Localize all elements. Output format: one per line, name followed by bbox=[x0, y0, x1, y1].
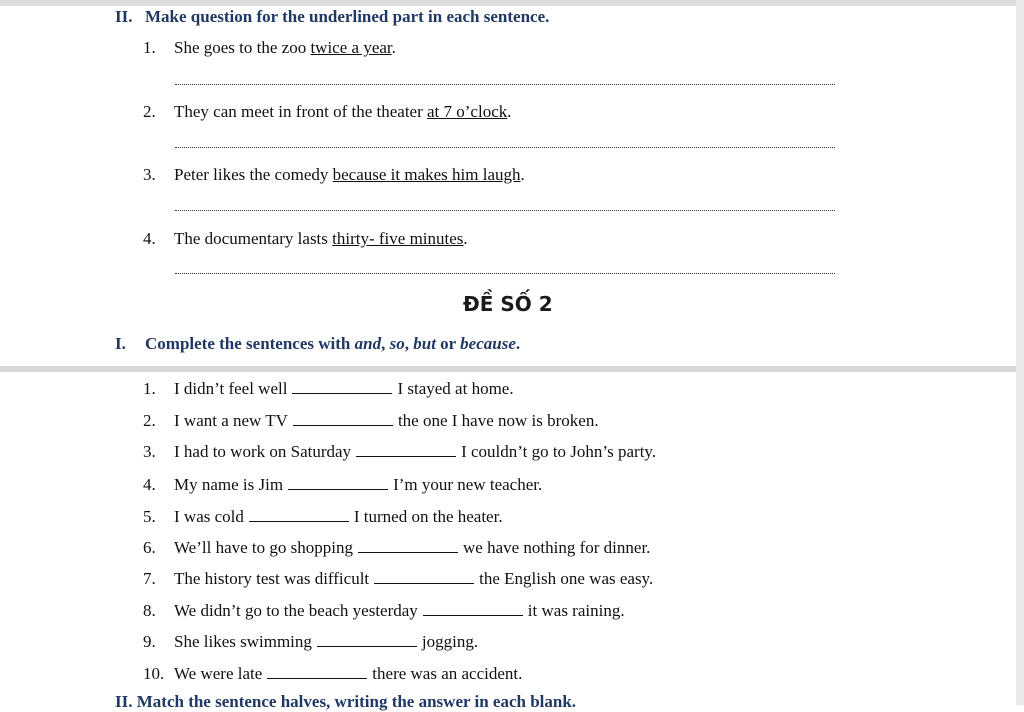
answer-line-4[interactable] bbox=[175, 273, 835, 274]
fill-blank[interactable] bbox=[249, 509, 349, 522]
fill-item-6 bbox=[143, 538, 650, 558]
sep: , bbox=[404, 334, 414, 353]
item-end: . bbox=[507, 102, 512, 121]
sep: . bbox=[515, 334, 521, 353]
item-number: 4. bbox=[143, 229, 156, 248]
section-ii-title: Make question for the underlined part in each sentence. bbox=[145, 7, 550, 26]
clause-a: The history test was difficult bbox=[174, 569, 370, 588]
fill-blank[interactable] bbox=[374, 571, 474, 584]
clause-b: jogging. bbox=[421, 632, 479, 651]
underlined-part: at 7 o’clock bbox=[427, 102, 508, 121]
item-number: 5. bbox=[143, 507, 156, 526]
clause-a: We didn’t go to the beach yesterday bbox=[174, 601, 418, 620]
fill-item-5 bbox=[143, 507, 503, 527]
fill-blank[interactable] bbox=[423, 603, 523, 616]
underlined-part: twice a year bbox=[310, 38, 392, 57]
fill-blank[interactable] bbox=[288, 477, 388, 490]
item-number: 1. bbox=[143, 379, 156, 398]
item-number: 1. bbox=[143, 38, 156, 57]
section-i-heading bbox=[115, 334, 520, 354]
item-text: Peter likes the comedy bbox=[174, 165, 333, 184]
fill-item-7 bbox=[143, 569, 653, 589]
item-number: 2. bbox=[143, 411, 156, 430]
right-edge bbox=[1016, 0, 1024, 705]
clause-b: I’m your new teacher. bbox=[393, 475, 543, 494]
section-i-number: I. bbox=[115, 334, 126, 353]
fill-item-8 bbox=[143, 601, 625, 621]
item-number: 3. bbox=[143, 442, 156, 461]
page-divider bbox=[0, 366, 1016, 372]
fill-blank[interactable] bbox=[317, 634, 417, 647]
item-text: They can meet in front of the theater bbox=[174, 102, 427, 121]
next-section-heading-cut: II. Match the sentence halves, writing the answer in each blank. bbox=[115, 692, 577, 711]
fill-blank[interactable] bbox=[356, 444, 456, 457]
fill-item-4 bbox=[143, 475, 542, 495]
sep: or bbox=[435, 334, 461, 353]
word-because: because bbox=[460, 334, 516, 353]
item-number: 2. bbox=[143, 102, 156, 121]
fill-blank[interactable] bbox=[358, 540, 458, 553]
clause-a: I was cold bbox=[174, 507, 244, 526]
item-text: The documentary lasts bbox=[174, 229, 333, 248]
section-i-title: Complete the sentences with bbox=[145, 334, 355, 353]
item-text: She goes to the zoo bbox=[174, 38, 311, 57]
clause-b: I turned on the heater. bbox=[353, 507, 503, 526]
q-item-3 bbox=[143, 165, 525, 185]
item-end: . bbox=[391, 38, 396, 57]
answer-line-2[interactable] bbox=[175, 147, 835, 148]
clause-b: there was an accident. bbox=[372, 664, 523, 683]
clause-a: I had to work on Saturday bbox=[174, 442, 352, 461]
top-band bbox=[0, 0, 1024, 6]
item-end: . bbox=[520, 165, 525, 184]
q-item-4 bbox=[143, 229, 468, 249]
fill-item-2 bbox=[143, 411, 599, 431]
clause-b: I stayed at home. bbox=[397, 379, 514, 398]
item-number: 6. bbox=[143, 538, 156, 557]
section-ii-number: II. bbox=[115, 7, 133, 26]
exam-title: ĐỀ SỐ 2 bbox=[463, 292, 553, 316]
item-number: 4. bbox=[143, 475, 156, 494]
q-item-2 bbox=[143, 102, 512, 122]
clause-a: I didn’t feel well bbox=[174, 379, 288, 398]
fill-item-1 bbox=[143, 379, 514, 399]
answer-line-3[interactable] bbox=[175, 210, 835, 211]
clause-b: the English one was easy. bbox=[479, 569, 654, 588]
section-ii-heading bbox=[115, 7, 549, 27]
underlined-part: thirty- five minutes bbox=[332, 229, 464, 248]
fill-item-9 bbox=[143, 632, 478, 652]
clause-b: I couldn’t go to John’s party. bbox=[461, 442, 657, 461]
q-item-1 bbox=[143, 38, 396, 58]
item-number: 9. bbox=[143, 632, 156, 651]
clause-b: the one I have now is broken. bbox=[397, 411, 599, 430]
underlined-part: because it makes him laugh bbox=[332, 165, 521, 184]
clause-b: it was raining. bbox=[527, 601, 625, 620]
item-number: 10. bbox=[143, 664, 165, 683]
clause-a: My name is Jim bbox=[174, 475, 284, 494]
item-number: 7. bbox=[143, 569, 156, 588]
answer-line-1[interactable] bbox=[175, 84, 835, 85]
clause-a: We’ll have to go shopping bbox=[174, 538, 353, 557]
word-and: and bbox=[354, 334, 382, 353]
word-but: but bbox=[413, 334, 436, 353]
fill-item-3 bbox=[143, 442, 656, 462]
word-so: so bbox=[389, 334, 405, 353]
item-number: 8. bbox=[143, 601, 156, 620]
item-number: 3. bbox=[143, 165, 156, 184]
item-end: . bbox=[463, 229, 468, 248]
fill-item-10 bbox=[143, 664, 522, 684]
clause-b: we have nothing for dinner. bbox=[463, 538, 651, 557]
sep: , bbox=[381, 334, 390, 353]
fill-blank[interactable] bbox=[267, 666, 367, 679]
clause-a: She likes swimming bbox=[174, 632, 312, 651]
clause-a: I want a new TV bbox=[174, 411, 288, 430]
fill-blank[interactable] bbox=[292, 381, 392, 394]
clause-a: We were late bbox=[174, 664, 263, 683]
fill-blank[interactable] bbox=[293, 413, 393, 426]
